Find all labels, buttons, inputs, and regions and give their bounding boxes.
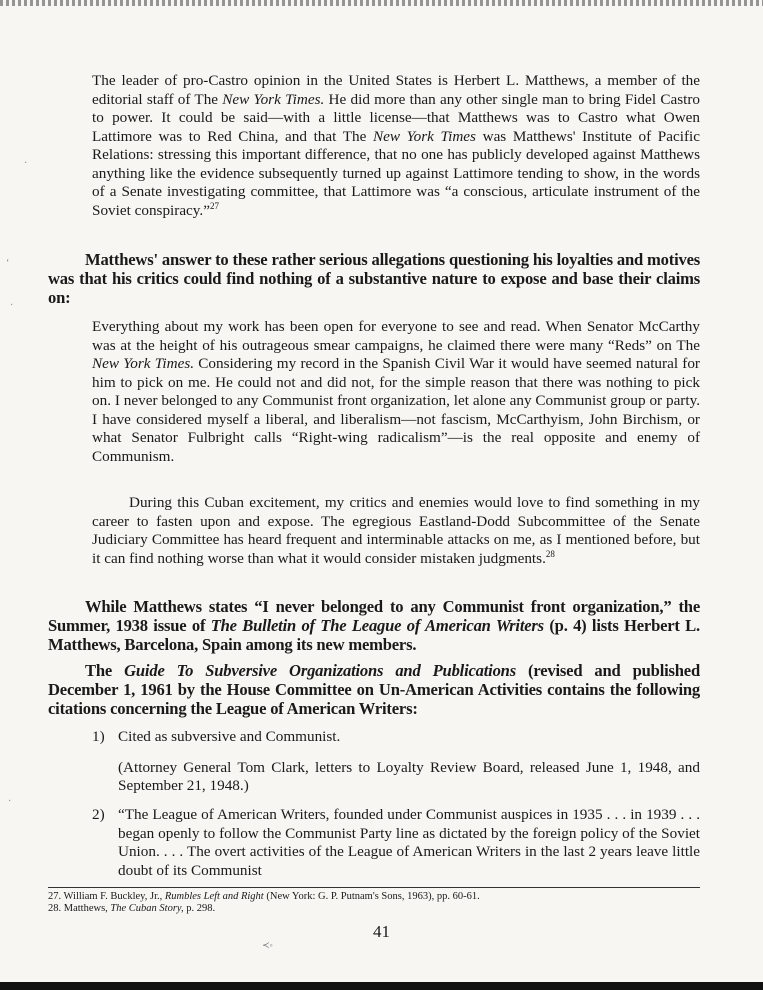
scan-speck-mark: · [8,796,12,807]
list-item-text: “The League of American Writers, founded under Communist auspices in 1935 . . . in 1939 . . . began openly to follow the Communist Party line as dictated by the foreign policy of the Soviet Union. . . . The overt activities of the League of American Writers in the last 2 years leave little doubt of its Communist [118,806,700,879]
footnote-divider [48,887,700,888]
list-number: 2) [92,806,105,823]
scan-speck-mark: · [10,300,14,311]
body-paragraph-guide: The Guide To Subversive Organizations and Publications (revised and published December 1, 1961 by the House Committee on Un-American Activities contains the following citations concerning the League of American Writers: [48,661,701,718]
scan-speck-mark: · [24,158,28,169]
body-paragraph-answer: Matthews' answer to these rather serious allegations questioning his loyalties and motives was that his critics could find nothing of a substantive nature to expose and base their claims on: [48,250,700,307]
list-item-subcitation: (Attorney General Tom Clark, letters to Loyalty Review Board, released June 1, 1948, and September 21, 1948.) [118,758,700,794]
scan-speck-mark: ʻ [6,258,10,269]
block-quote-first: Everything about my work has been open for everyone to see and read. When Senator McCarthy was at the height of his outrageous smear campaigns, he claimed there were many “Reds” on The New York Times. Considering my record in the Spanish Civil War it would have seemed natural for him to pick on me. He could not and did not, for the simple reason that there was nothing to pick on. I never belonged to any Communist front organization, let alone any Communist group or party. I have considered myself a liberal, and liberalism—not fascism, McCarthyism, John Birchism, or what Senator Fulbright calls “Right-wing radicalism”—is the real opposite and enemy of Communism. [92,318,700,465]
intro-quote-paragraph: The leader of pro-Castro opinion in the United States is Herbert L. Matthews, a member of the editorial staff of The New York Times. He did more than any other single man to bring Fidel Castro to power. It could be said—with a little license—that Matthews was to Castro what Owen Lattimore was to Red China, and that The New York Times was Matthews' Institute of Pacific Relations: stressing this important difference, that no one has publicly developed against Matthews anything like the evidence subsequently turned up against Lattimore tending to show, in the words of a Senate investigating committee, that Lattimore was “a conscious, articulate instrument of the Soviet conspiracy.”$^{27}$ [92,72,700,219]
list-item-text: Cited as subversive and Communist. [118,728,341,745]
footnote-27: 27. William F. Buckley, Jr., Rumbles Left and Right (New York: G. P. Putnam's Sons, 1963), pp. 60-61. [48,891,480,902]
footnote-ref-27: 27 [209,200,219,211]
block-quote-second: During this Cuban excitement, my critics and enemies would love to find something in my career to fasten upon and expose. The egregious Eastland-Dodd Subcommittee of the Senate Judiciary Committee has heard frequent and interminable attacks on me, as I mentioned before, but it can find nothing worse than what it would consider mistaken judgments.$^{28}$ [92,494,700,567]
scan-top-edge [0,0,763,6]
footnote-ref-28: 28 [545,548,555,559]
body-paragraph-league-bulletin: While Matthews states “I never belonged to any Communist front organization,” the Summer, 1938 issue of The Bulletin of The League of American Writers (p. 4) lists Herbert L. Matthews, Barcelona, Spain among its new members. [48,597,700,654]
page-number: 41 [373,922,390,941]
citation-list-item-2 [92,806,700,880]
scan-bottom-edge [0,982,763,990]
list-number: 1) [92,728,105,745]
footnote-28: 28. Matthews, The Cuban Story, p. 298. [48,903,216,914]
scan-smudge-mark: ≺◦ [262,940,273,950]
citation-list-item-1 [92,728,700,796]
